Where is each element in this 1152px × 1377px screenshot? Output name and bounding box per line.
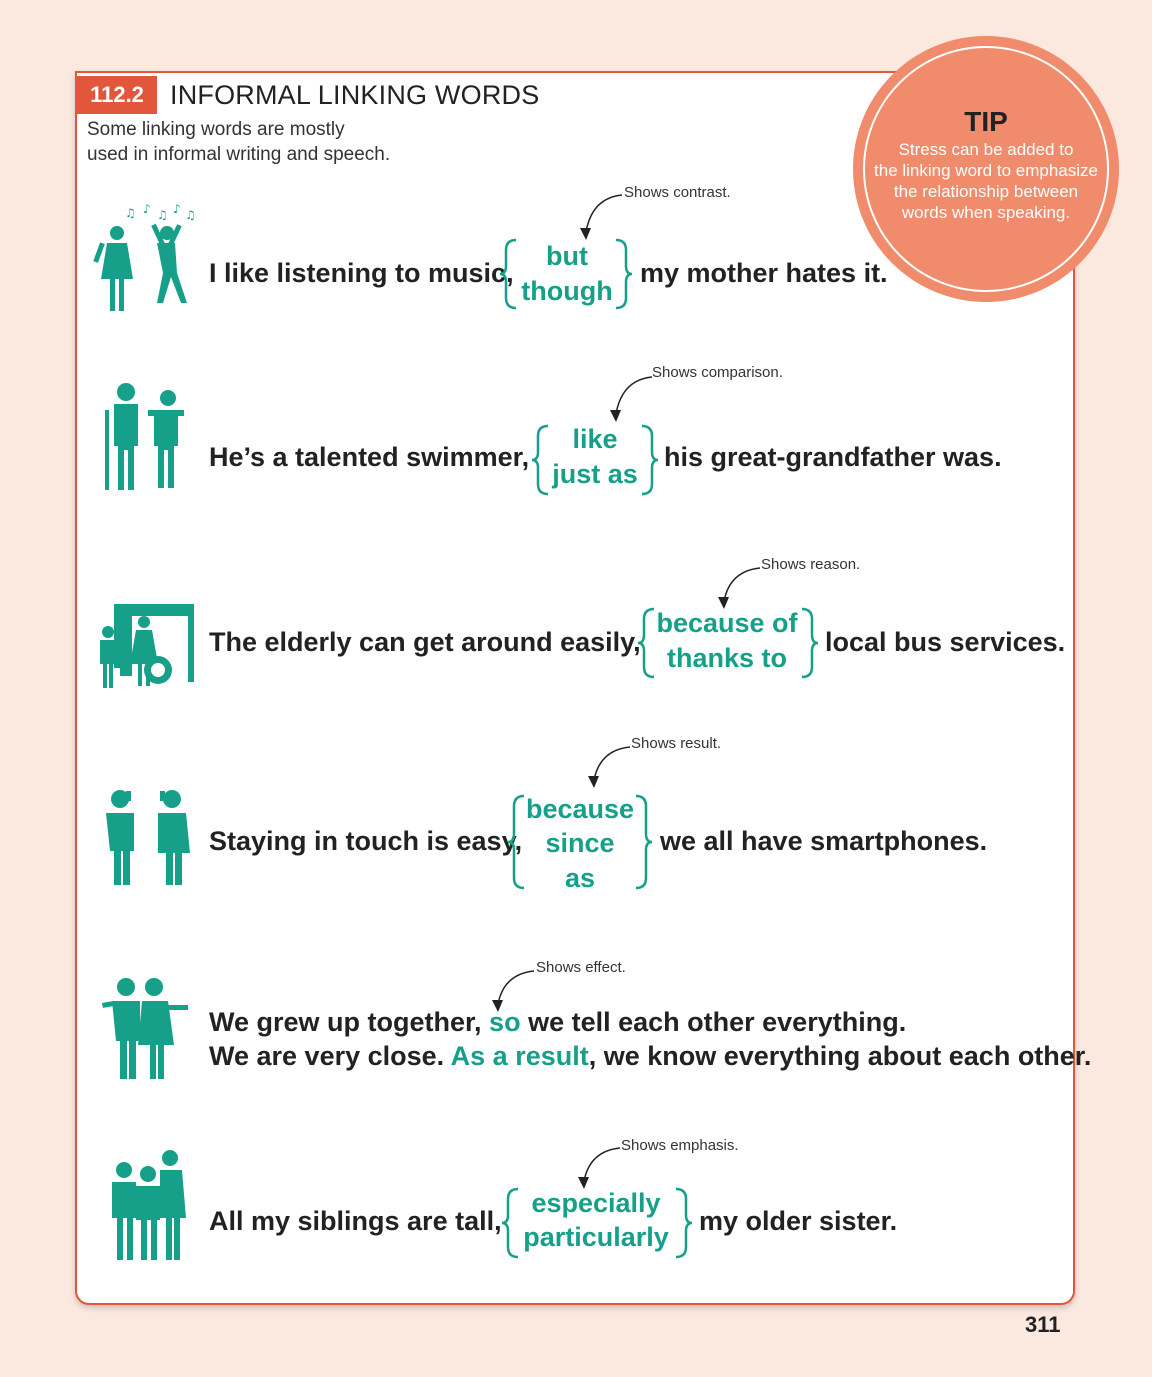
page-number: 311 [1025,1312,1061,1337]
link-so: so [489,1007,521,1037]
option-because-of: because of [656,608,798,638]
sentence-5-line-1 [209,1007,906,1038]
option-thanks-to: thanks to [666,643,787,673]
bus-icon [96,600,196,692]
brace-left [498,238,520,310]
note-comparison: Shows comparison. [652,364,783,381]
sentence-3-before: The elderly can get around easily, [209,627,641,657]
brace-right [798,607,820,679]
option-as: as [564,863,596,893]
section-number-badge: 112.2 [77,76,157,114]
brace-right [638,424,660,496]
brace-right [632,794,654,890]
svg-text:♫: ♫ [185,208,196,222]
option-since: since [545,828,615,858]
brace-right [612,238,634,310]
intro-line-2: used in informal writing and speech. [87,144,391,165]
tip-title: TIP [964,106,1008,137]
note-effect: Shows effect. [536,959,626,976]
note-result: Shows result. [631,735,722,752]
swimmers-icon [100,380,200,495]
svg-text:♪: ♪ [143,202,151,216]
svg-text:♪: ♪ [173,202,181,216]
sentence-5-line-2 [209,1041,1091,1072]
line1-after: we tell each other everything. [528,1007,907,1037]
tip-line-4: words when speaking. [901,203,1071,222]
sentence-6-after: my older sister. [699,1206,898,1236]
siblings-icon [104,1150,189,1265]
tip-line-3: the relationship between [893,182,1079,201]
tip-line-2: the linking word to emphasize [874,161,1098,180]
arrow-comparison [608,374,658,426]
sentence-1-before: I like listening to music, [209,258,514,288]
svg-text:♫: ♫ [125,206,136,220]
sentence-6-before: All my siblings are tall, [209,1206,502,1236]
phone-users-icon [100,785,200,890]
svg-text:♫: ♫ [157,208,168,222]
line2-after: , we know everything about each other. [588,1041,1092,1071]
option-though: though [521,276,613,306]
option-like: like [572,424,618,454]
sentence-2-before: He’s a talented swimmer, [209,442,530,472]
option-just-as: just as [552,459,638,489]
line2-before: We are very close. [209,1041,445,1071]
close-friends-icon [98,975,193,1083]
option-particularly: particularly [523,1222,669,1252]
tip-line-1: Stress can be added to [898,140,1074,159]
music-listening-icon [95,202,205,315]
note-contrast: Shows contrast. [624,184,731,201]
intro-line-1: Some linking words are mostly [87,119,345,140]
link-as-a-result: As a result [450,1041,589,1071]
option-especially: especially [531,1188,661,1218]
sentence-3-after: local bus services. [825,627,1066,657]
sentence-4-after: we all have smartphones. [660,826,988,856]
arrow-reason [716,565,766,613]
option-because: because [525,794,635,824]
arrow-result [586,744,636,792]
arrow-emphasis [576,1145,626,1193]
sentence-2-after: his great-grandfather was. [664,442,1002,472]
arrow-contrast [578,192,628,244]
option-but: but [546,241,588,271]
note-reason: Shows reason. [761,556,861,573]
brace-right [672,1187,694,1259]
section-title: INFORMAL LINKING WORDS [170,80,540,110]
note-emphasis: Shows emphasis. [621,1137,739,1154]
sentence-4-before: Staying in touch is easy, [209,826,523,856]
line1-before: We grew up together, [209,1007,482,1037]
sentence-1-after: my mother hates it. [640,258,888,288]
